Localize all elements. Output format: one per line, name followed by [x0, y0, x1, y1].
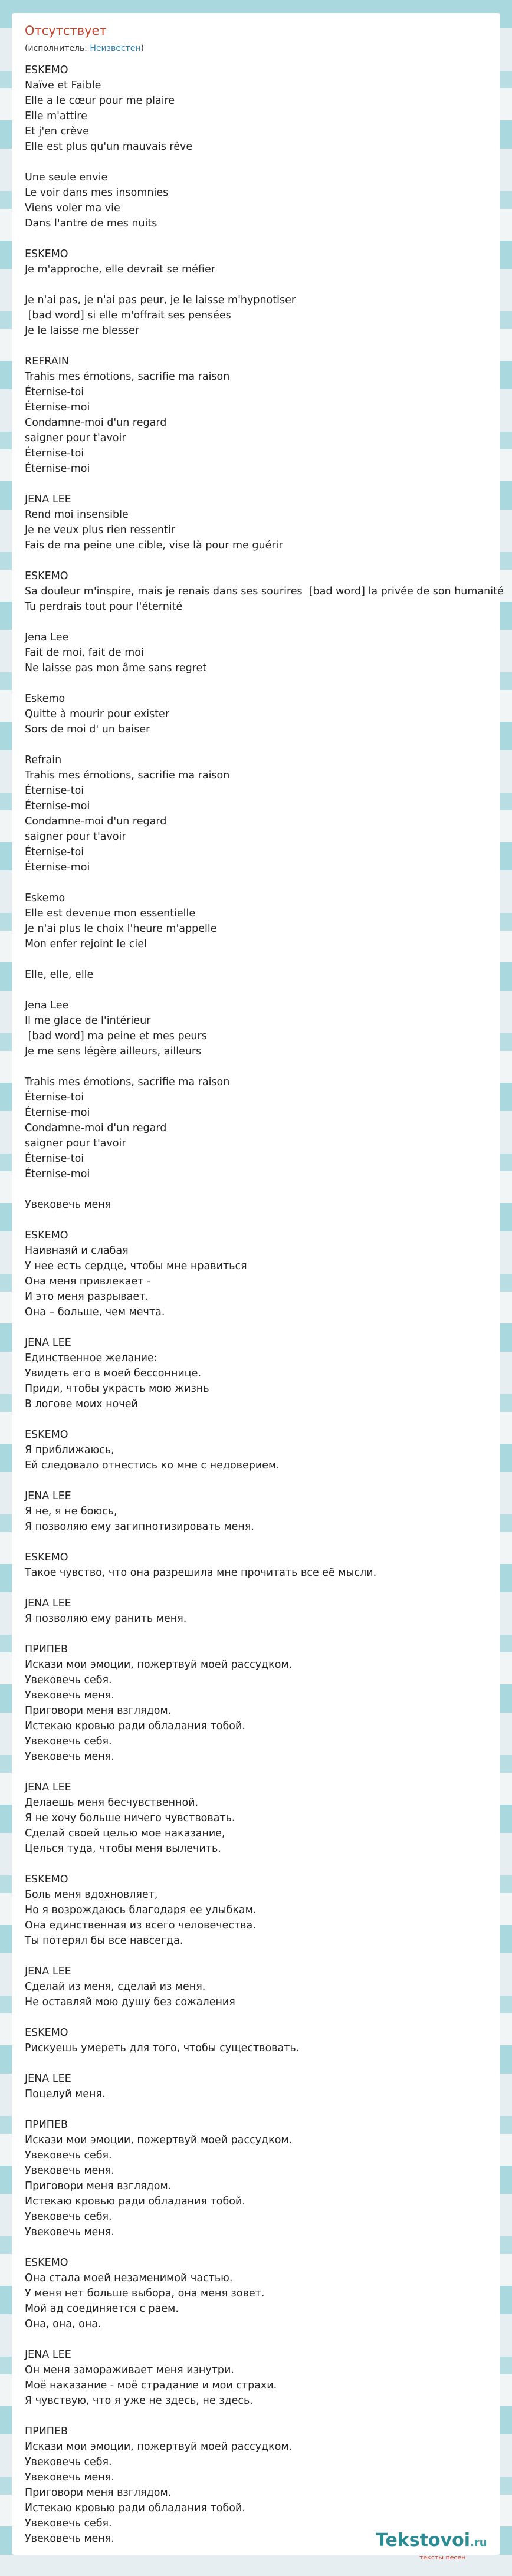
logo-tld: .ru	[470, 2536, 487, 2549]
logo-wordmark	[376, 2530, 487, 2551]
song-title: Отсутствует	[25, 24, 107, 38]
artist-link[interactable]: Неизвестен	[90, 44, 141, 53]
lyrics-page	[12, 13, 504, 2555]
site-logo[interactable]	[376, 2530, 498, 2563]
artist-line	[25, 44, 144, 53]
lyrics-text: ESKEMO Naïve et Faible Elle a le cœur pour me plaire Elle m'attire Et j'en crève Elle est plus qu'un mauvais rêve Une seule envie Le voir dans mes insomnies Viens voler ma vie Dans l'antre de mes nuits ESKEMO Je m'approche, elle devrait se méfier Je n'ai pas, je n'ai pas peur, je le laisse m'hypnotiser [bad word] si elle m'offrait ses pensées Je le laisse me blesser REFRAIN Trahis mes émotions, sacrifie ma raison Éternise-toi Éternise-moi Condamne-moi d'un regard saigner pour t'avoir Éternise-toi Éternise-moi JENA LEE Rend moi insensible Je ne veux plus rien ressentir Fais de ma peine une cible, vise là pour me guérir ESKEMO Sa douleur m'inspire, mais je renais dans ses sourires [bad word] la privée de son humanité Tu perdrais tout pour l'éternité Jena Lee Fait de moi, fait de moi Ne laisse pas mon âme sans regret Eskemo Quitte à mourir pour exister Sors de moi d' un baiser Refrain Trahis mes émotions, sacrifie ma raison Éternise-toi Éternise-moi Condamne-moi d'un regard saigner pour t'avoir Éternise-toi Éternise-moi Eskemo Elle est devenue mon essentielle Je n'ai plus le choix l'heure m'appelle Mon enfer rejoint le ciel Elle, elle, elle Jena Lee Il me glace de l'intérieur [bad word] ma peine et mes peurs Je me sens légère ailleurs, ailleurs Trahis mes émotions, sacrifie ma raison Éternise-toi Éternise-moi Condamne-moi d'un regard saigner pour t'avoir Éternise-toi Éternise-moi Увековечь меня ESKEMO Наивнаяй и слабая У нее есть сердце, чтобы мне нравиться Она меня привлекает - И это меня разрывает. Она – больше, чем мечта. JENA LEE Единственное желание: Увидеть его в моей бессоннице. Приди, чтобы украсть мою жизнь В логове моих ночей ESKEMO Я приближаюсь, Ей следовало отнестись ко мне с недоверием. JENA LEE Я не, я не боюсь, Я позволяю ему загипнотизировать меня. ESKEMO Такое чувство, что она разрешила мне прочитать все её мысли. JENA LEE Я позволяю ему ранить меня. ПРИПЕВ Искази мои эмоции, пожертвуй моей рассудком. Увековечь себя. Увековечь меня. Приговори меня взглядом. Истекаю кровью ради обладания тобой. Увековечь себя. Увековечь меня. JENA LEE Делаешь меня бесчувственной. Я не хочу больше ничего чувствовать. Сделай своей целью мое наказание, Целься туда, чтобы меня вылечить. ESKEMO Боль меня вдохновляет, Но я возрождаюсь благодаря ее улыбкам. Она единственная из всего человечества. Ты потерял бы все навсегда. JENA LEE Сделай из меня, сделай из меня. Не оставляй мою душу без сожаления ESKEMO Рискуешь умереть для того, чтобы существовать. JENA LEE Поцелуй меня. ПРИПЕВ Искази мои эмоции, пожертвуй моей рассудком. Увековечь себя. Увековечь меня. Приговори меня взглядом. Истекаю кровью ради обладания тобой. Увековечь себя. Увековечь меня. ESKEMO Она стала моей незаменимой частью. У меня нет больше выбора, она меня зовет. Мой ад соединяется с раем. Она, она, она. JENA LEE Он меня замораживает меня изнутри. Моё наказание - моё страдание и мои страхи. Я чувствую, что я уже не здесь, не здесь. ПРИПЕВ Искази мои эмоции, пожертвуй моей рассудком. Увековечь себя. Увековечь меня. Приговори меня взглядом. Истекаю кровью ради обладания тобой. Увековечь себя. Увековечь меня.	[25, 64, 504, 2545]
artist-suffix: )	[140, 44, 144, 53]
artist-prefix: (исполнитель:	[25, 44, 90, 53]
logo-name: Tekstovoi	[376, 2530, 471, 2551]
logo-tagline: тексты песен	[419, 2554, 466, 2561]
